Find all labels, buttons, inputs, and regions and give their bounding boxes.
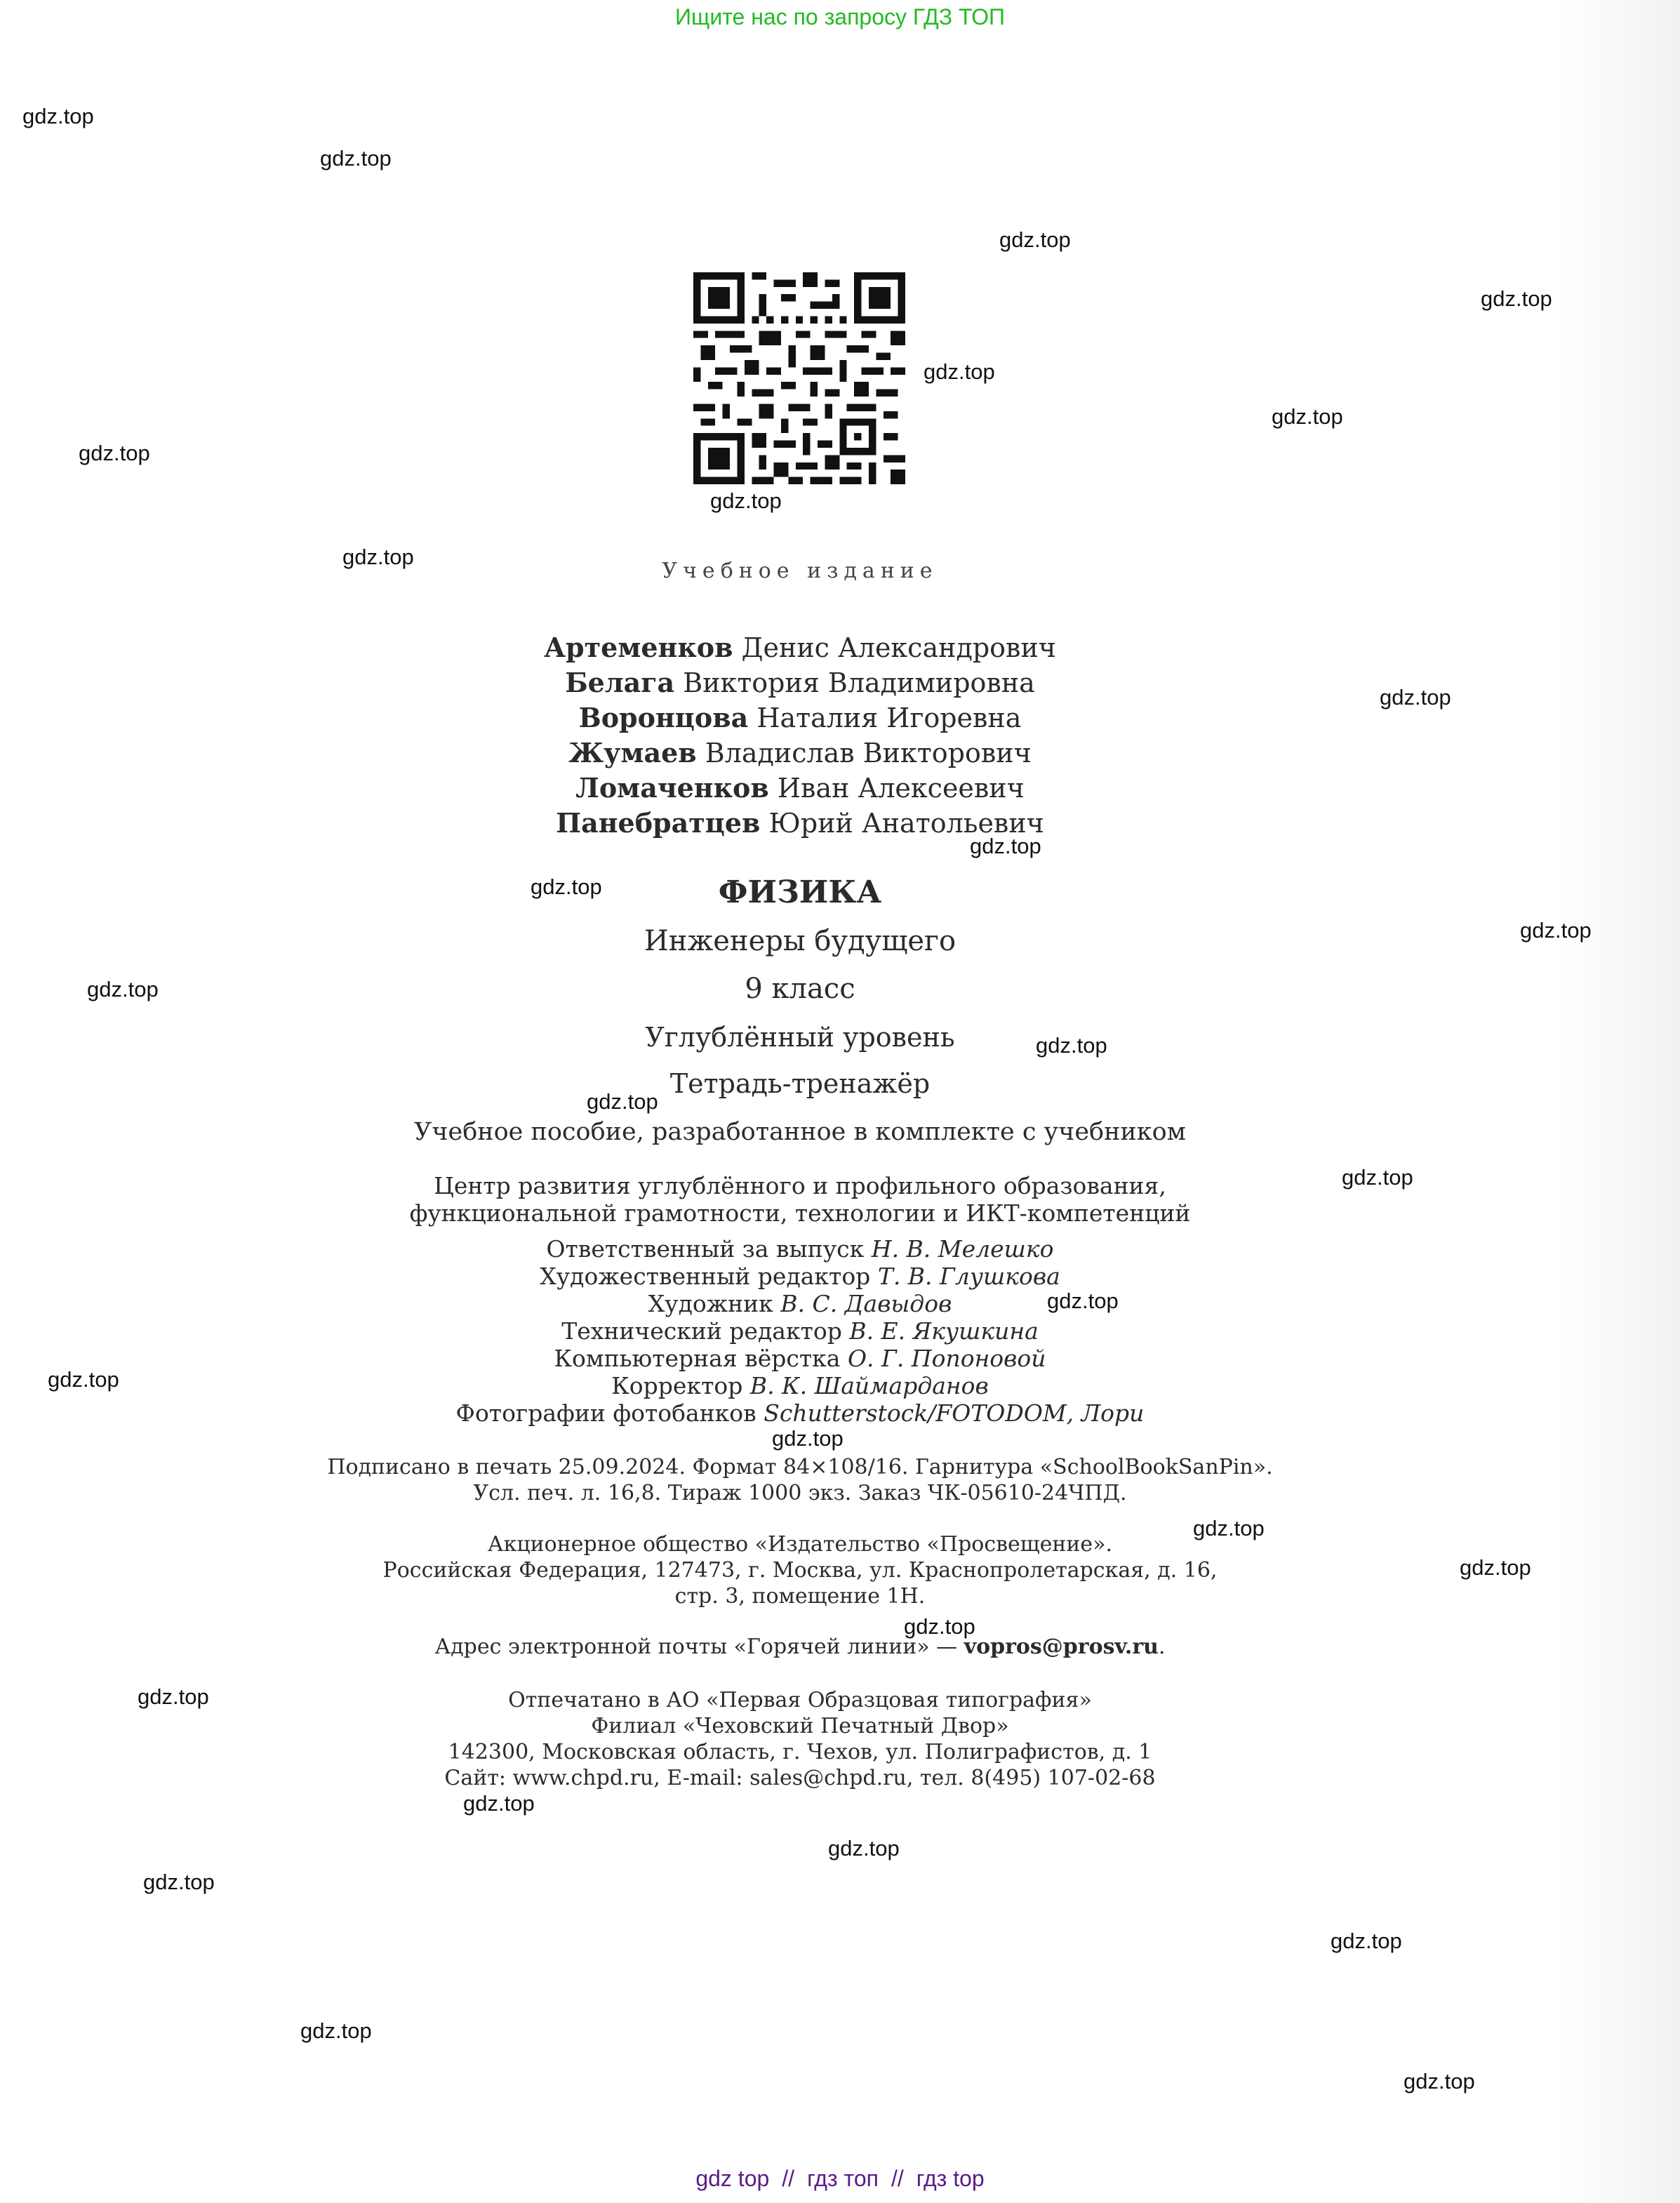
center-line: Центр развития углублённого и профильного образования, <box>434 1172 1166 1199</box>
book-kind: Тетрадь-тренажёр <box>669 1068 931 1099</box>
author-line: Панебратцев Юрий Анатольевич <box>556 807 1044 839</box>
bottom-link[interactable]: gdz top <box>695 2166 770 2191</box>
watermark: gdz.top <box>138 1684 209 1709</box>
book-title: ФИЗИКА <box>718 874 882 910</box>
watermark: gdz.top <box>320 146 392 171</box>
bottom-link[interactable]: гдз top <box>916 2166 985 2191</box>
page-edge-shadow <box>1557 0 1680 2203</box>
watermark: gdz.top <box>22 104 94 128</box>
watermark: gdz.top <box>1404 2069 1475 2094</box>
edition-type: Учебное издание <box>662 559 938 583</box>
credit-line: Технический редактор В. Е. Якушкина <box>561 1317 1039 1345</box>
watermark: gdz.top <box>87 977 159 1001</box>
print-info-line: Подписано в печать 25.09.2024. Формат 84×108/16. Гарнитура «SchoolBookSanPin». <box>327 1455 1273 1479</box>
qr-code <box>693 272 905 484</box>
bottom-link[interactable]: гдз топ <box>807 2166 879 2191</box>
watermark: gdz.top <box>342 545 414 569</box>
watermark: gdz.top <box>924 359 995 384</box>
watermark: gdz.top <box>587 1089 658 1114</box>
watermark: gdz.top <box>828 1836 900 1861</box>
bottom-banner <box>0 2160 1680 2197</box>
print-info-line: Усл. печ. л. 16,8. Тираж 1000 экз. Заказ ЧК-05610-24ЧПД. <box>473 1481 1127 1505</box>
credit-line: Художественный редактор Т. В. Глушкова <box>540 1263 1060 1290</box>
separator: // <box>782 2166 795 2191</box>
book-series: Инженеры будущего <box>644 925 956 957</box>
watermark: gdz.top <box>999 227 1071 252</box>
credit-line: Художник В. С. Давыдов <box>648 1290 952 1317</box>
author-line: Ломаченков Иван Алексеевич <box>575 772 1025 804</box>
publisher-line: Российская Федерация, 127473, г. Москва, ул. Краснопролетарская, д. 16, <box>382 1558 1218 1583</box>
watermark: gdz.top <box>1460 1555 1531 1580</box>
watermark: gdz.top <box>970 834 1041 858</box>
credit-line: Корректор В. К. Шаймарданов <box>611 1372 989 1399</box>
watermark: gdz.top <box>79 441 150 465</box>
author-line: Воронцова Наталия Игоревна <box>578 702 1022 733</box>
watermark: gdz.top <box>143 1870 215 1894</box>
watermark: gdz.top <box>772 1426 844 1451</box>
book-level: Углублённый уровень <box>645 1022 955 1053</box>
watermark: gdz.top <box>1342 1165 1413 1190</box>
credit-line: Компьютерная вёрстка О. Г. Попоновой <box>554 1345 1046 1372</box>
author-line: Жумаев Владислав Викторович <box>568 737 1032 768</box>
hotline-email: vopros@prosv.ru <box>964 1635 1159 1659</box>
watermark: gdz.top <box>1193 1516 1265 1540</box>
credit-line: Ответственный за выпуск Н. В. Мелешко <box>546 1235 1054 1263</box>
publisher-line: стр. 3, помещение 1Н. <box>674 1584 926 1609</box>
watermark: gdz.top <box>1036 1033 1107 1058</box>
watermark: gdz.top <box>1520 918 1592 943</box>
credit-line: Фотографии фотобанков Schutterstock/FOTODOM, Лори <box>455 1399 1145 1427</box>
author-line: Артеменков Денис Александрович <box>544 632 1056 663</box>
printer-line: Сайт: www.chpd.ru, E-mail: sales@chpd.ru, тел. 8(495) 107-02-68 <box>444 1766 1156 1790</box>
center-line: функциональной грамотности, технологии и ИКТ-компетенций <box>409 1199 1191 1227</box>
book-description: Учебное пособие, разработанное в комплекте с учебником <box>414 1118 1186 1146</box>
watermark: gdz.top <box>1272 404 1343 429</box>
author-line: Белага Виктория Владимировна <box>565 667 1035 698</box>
watermark: gdz.top <box>1481 286 1552 311</box>
watermark: gdz.top <box>904 1614 975 1639</box>
watermark: gdz.top <box>48 1367 119 1392</box>
book-grade: 9 класс <box>745 973 855 1005</box>
watermark: gdz.top <box>1380 685 1451 710</box>
watermark: gdz.top <box>1047 1289 1119 1313</box>
printer-line: Отпечатано в АО «Первая Образцовая типография» <box>508 1688 1092 1712</box>
watermark: gdz.top <box>531 874 602 899</box>
printer-line: Филиал «Чеховский Печатный Двор» <box>591 1714 1009 1738</box>
separator: // <box>891 2166 904 2191</box>
printer-line: 142300, Московская область, г. Чехов, ул. Полиграфистов, д. 1 <box>448 1740 1152 1764</box>
watermark: gdz.top <box>710 488 782 513</box>
hotline-line: Адрес электронной почты «Горячей линии» — vopros@prosv.ru. <box>434 1635 1166 1659</box>
watermark: gdz.top <box>463 1791 535 1816</box>
top-banner[interactable]: Ищите нас по запросу ГДЗ ТОП <box>675 4 1005 29</box>
publisher-line: Акционерное общество «Издательство «Просвещение». <box>487 1532 1113 1557</box>
watermark: gdz.top <box>1331 1929 1402 1953</box>
watermark: gdz.top <box>300 2018 372 2043</box>
